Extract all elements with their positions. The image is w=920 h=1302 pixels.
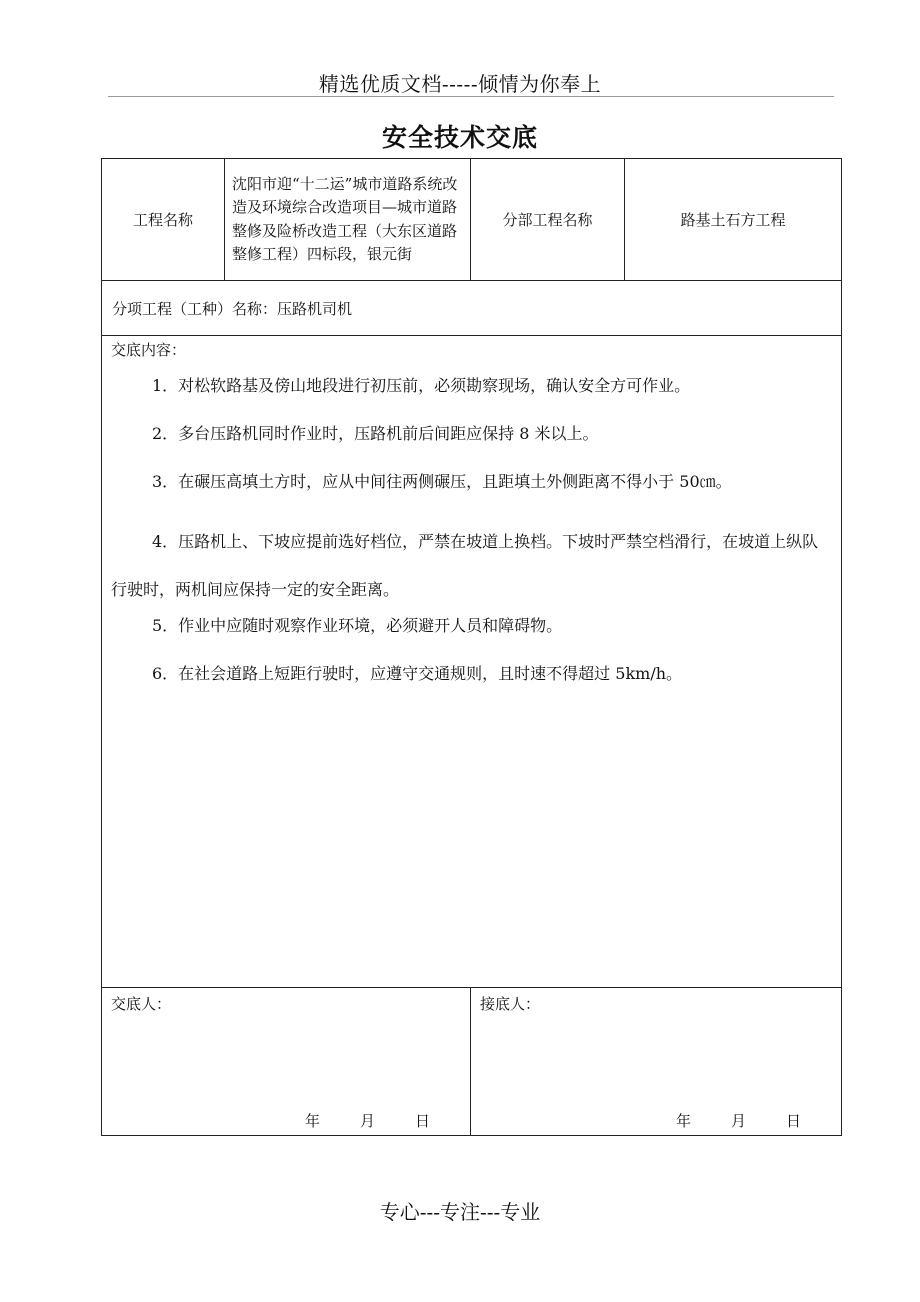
sub-project-value: 路基土石方工程 <box>625 159 842 281</box>
content-item-1: 1．对松软路基及傍山地段进行初压前，必须勘察现场，确认安全方可作业。 <box>152 376 691 395</box>
content-item-5: 5．作业中应随时观察作业环境，必须避开人员和障碍物。 <box>152 616 563 635</box>
content-item-2: 2．多台压路机同时作业时，压路机前后间距应保持 8 米以上。 <box>152 424 599 443</box>
handover-date <box>305 1110 430 1131</box>
project-name-value: 沈阳市迎“十二运”城市道路系统改造及环境综合改造项目—城市道路整修及险桥改造工程（大东区道路整修工程）四标段，银元街 <box>225 159 471 281</box>
item-name-value: 压路机司机 <box>277 299 353 318</box>
item-name-cell <box>102 281 842 336</box>
project-row <box>102 159 842 281</box>
date-year: 年 <box>304 1112 320 1130</box>
date-month: 月 <box>730 1112 746 1130</box>
receiver-cell <box>471 988 842 1136</box>
date-day: 日 <box>785 1112 801 1130</box>
handover-cell <box>102 988 471 1136</box>
sub-project-label: 分部工程名称 <box>471 159 625 281</box>
date-day: 日 <box>414 1112 430 1130</box>
item-row <box>102 281 842 336</box>
content-item-4: 4．压路机上、下坡应提前选好档位，严禁在坡道上换档。下坡时严禁空档滑行，在坡道上纵队行驶时，两机间应保持一定的安全距离。 <box>111 532 819 599</box>
content-item-3: 3．在碾压高填土方时，应从中间往两侧碾压，且距填土外侧距离不得小于 50㎝。 <box>152 472 732 491</box>
receiver-date <box>676 1110 801 1131</box>
page-footer: 专心---专注---专业 <box>379 1200 541 1224</box>
signature-row <box>102 988 842 1136</box>
content-cell <box>102 336 842 988</box>
briefing-form <box>101 158 842 1136</box>
page-header: 精选优质文档-----倾情为你奉上 <box>318 72 602 96</box>
receiver-label: 接底人： <box>480 995 541 1013</box>
content-row <box>102 336 842 988</box>
item-name-label: 分项工程（工种）名称： <box>112 299 278 318</box>
handover-label: 交底人： <box>111 995 172 1013</box>
date-month: 月 <box>359 1112 375 1130</box>
document-title: 安全技术交底 <box>381 123 538 152</box>
project-name-label: 工程名称 <box>102 159 225 281</box>
content-item-6: 6．在社会道路上短距行驶时，应遵守交通规则，且时速不得超过 5km/h。 <box>152 664 683 683</box>
header-divider <box>108 96 834 97</box>
date-year: 年 <box>675 1112 691 1130</box>
content-label: 交底内容： <box>111 341 187 359</box>
